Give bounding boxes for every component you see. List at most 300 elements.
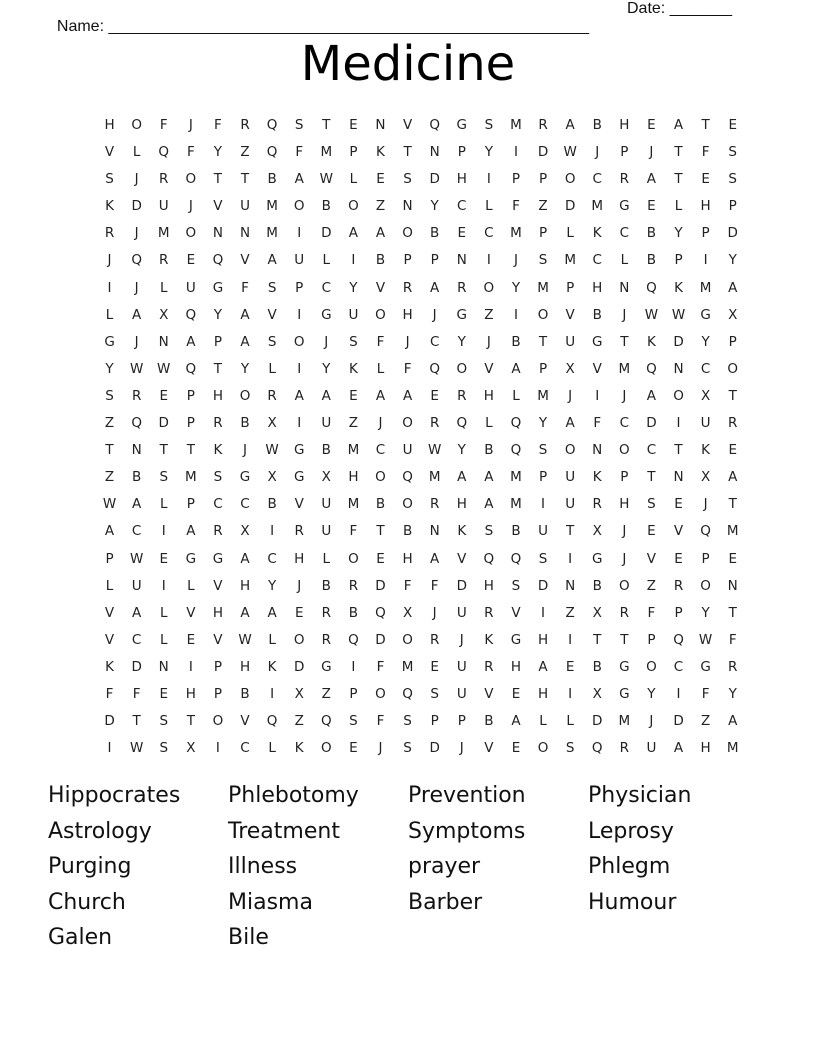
grid-letter: B: [484, 442, 494, 459]
grid-letter: O: [402, 415, 413, 432]
grid-row: [96, 116, 746, 143]
grid-row: [96, 143, 746, 170]
grid-letter: R: [321, 631, 331, 648]
grid-letter: A: [132, 496, 142, 513]
grid-letter: O: [293, 631, 305, 648]
grid-letter: U: [131, 577, 142, 594]
grid-letter: B: [592, 577, 602, 594]
grid-row: [96, 577, 746, 604]
grid-letter: C: [321, 279, 332, 296]
grid-letter: A: [186, 523, 196, 540]
grid-letter: A: [511, 360, 521, 377]
grid-letter: D: [727, 225, 738, 242]
grid-letter: Q: [483, 550, 495, 567]
grid-letter: Q: [131, 415, 142, 432]
grid-letter: Y: [267, 577, 277, 594]
grid-letter: Z: [294, 713, 304, 730]
grid-letter: V: [104, 604, 115, 621]
grid-letter: D: [537, 144, 549, 161]
grid-letter: L: [322, 252, 331, 269]
grid-letter: G: [321, 306, 332, 323]
grid-letter: T: [566, 523, 575, 540]
grid-letter: R: [159, 171, 169, 188]
grid-letter: S: [105, 171, 114, 188]
grid-letter: S: [538, 252, 548, 269]
word-list-item: Phlebotomy: [228, 783, 359, 808]
grid-letter: C: [619, 225, 630, 242]
grid-letter: M: [510, 496, 522, 513]
grid-letter: F: [186, 144, 195, 161]
grid-letter: L: [105, 577, 114, 594]
grid-letter: Z: [484, 306, 494, 323]
grid-letter: Q: [646, 279, 657, 296]
grid-letter: E: [376, 550, 385, 567]
grid-letter: G: [185, 550, 197, 567]
grid-letter: H: [185, 685, 196, 702]
grid-letter: F: [701, 685, 710, 702]
grid-letter: E: [647, 117, 656, 133]
grid-letter: H: [104, 117, 115, 133]
grid-letter: J: [649, 713, 654, 730]
grid-letter: I: [297, 225, 302, 242]
grid-letter: G: [619, 198, 630, 215]
grid-letter: U: [240, 198, 250, 215]
grid-letter: S: [511, 577, 521, 594]
grid-letter: S: [267, 279, 277, 296]
grid-letter: P: [566, 279, 575, 296]
grid-row: [96, 658, 746, 685]
grid-letter: Y: [240, 360, 250, 377]
grid-letter: K: [646, 333, 656, 350]
grid-letter: E: [349, 117, 358, 133]
grid-letter: U: [456, 658, 467, 675]
grid-letter: M: [266, 198, 278, 215]
grid-letter: I: [351, 658, 356, 675]
grid-letter: E: [647, 198, 656, 215]
grid-letter: V: [240, 713, 250, 730]
grid-letter: U: [646, 740, 657, 757]
grid-letter: I: [703, 252, 708, 269]
grid-letter: R: [592, 496, 602, 513]
grid-letter: H: [402, 550, 413, 567]
grid-letter: Z: [375, 198, 386, 215]
grid-letter: J: [378, 415, 383, 432]
grid-letter: M: [347, 496, 360, 513]
grid-letter: S: [159, 469, 169, 486]
grid-letter: O: [402, 496, 413, 513]
grid-letter: W: [644, 306, 659, 323]
grid-letter: R: [213, 415, 223, 432]
grid-letter: G: [293, 469, 305, 486]
grid-letter: E: [674, 550, 683, 567]
grid-letter: E: [159, 550, 168, 567]
grid-letter: V: [673, 523, 684, 540]
word-list-item: prayer: [408, 854, 481, 879]
grid-letter: P: [457, 713, 466, 730]
grid-letter: Z: [348, 415, 359, 432]
grid-letter: N: [619, 279, 630, 296]
grid-letter: O: [537, 740, 549, 757]
grid-letter: H: [456, 171, 467, 188]
grid-letter: L: [105, 306, 114, 323]
grid-letter: J: [649, 144, 654, 161]
grid-letter: U: [565, 333, 576, 350]
grid-letter: G: [456, 306, 467, 323]
grid-letter: E: [430, 658, 439, 675]
grid-letter: U: [158, 198, 169, 215]
grid-letter: I: [270, 685, 275, 702]
grid-letter: J: [568, 387, 573, 404]
grid-letter: I: [107, 279, 112, 296]
grid-letter: S: [159, 713, 169, 730]
grid-letter: H: [483, 577, 494, 594]
grid-letter: P: [538, 469, 548, 486]
grid-letter: I: [541, 604, 546, 621]
grid-letter: A: [511, 713, 521, 730]
grid-row: [96, 279, 746, 306]
grid-letter: T: [376, 523, 385, 540]
grid-letter: S: [647, 496, 656, 513]
grid-letter: L: [187, 577, 195, 594]
grid-letter: B: [132, 469, 142, 486]
grid-row: [96, 197, 746, 224]
grid-letter: S: [105, 387, 114, 404]
grid-letter: Y: [213, 144, 223, 161]
grid-letter: W: [427, 442, 442, 459]
grid-letter: Q: [266, 144, 278, 161]
grid-letter: X: [592, 604, 602, 621]
grid-letter: V: [511, 604, 521, 621]
grid-letter: Z: [646, 577, 657, 594]
grid-letter: O: [212, 713, 224, 730]
grid-letter: A: [728, 279, 738, 296]
grid-letter: S: [213, 469, 223, 486]
grid-letter: O: [185, 225, 197, 242]
word-list-item: Barber: [408, 889, 483, 915]
grid-letter: C: [646, 442, 657, 459]
grid-letter: B: [321, 198, 331, 215]
grid-letter: D: [537, 577, 549, 594]
grid-letter: A: [728, 469, 738, 486]
grid-letter: H: [592, 279, 603, 296]
grid-letter: F: [159, 117, 168, 133]
grid-letter: S: [484, 523, 494, 540]
grid-letter: A: [728, 713, 738, 730]
grid-letter: F: [403, 360, 412, 377]
grid-letter: P: [213, 685, 222, 702]
grid-letter: Z: [240, 144, 250, 161]
grid-letter: N: [592, 442, 603, 459]
grid-letter: L: [268, 631, 276, 648]
grid-letter: U: [456, 604, 467, 621]
grid-letter: A: [132, 306, 142, 323]
grid-letter: O: [402, 225, 413, 242]
grid-letter: Q: [266, 713, 278, 730]
grid-letter: S: [159, 740, 169, 757]
grid-letter: G: [619, 658, 630, 675]
word-list-item: Prevention: [408, 783, 526, 808]
grid-letter: Y: [647, 685, 656, 702]
grid-letter: L: [159, 496, 168, 513]
grid-letter: W: [129, 740, 144, 757]
grid-letter: T: [674, 144, 683, 161]
grid-letter: F: [647, 604, 656, 621]
grid-letter: A: [240, 604, 250, 621]
grid-letter: D: [456, 577, 467, 594]
grid-letter: T: [105, 442, 114, 459]
grid-letter: A: [321, 387, 331, 404]
grid-letter: T: [620, 333, 629, 350]
grid-letter: K: [105, 198, 114, 215]
grid-letter: V: [484, 740, 494, 757]
grid-letter: U: [456, 685, 467, 702]
grid-letter: C: [592, 171, 602, 188]
grid-letter: V: [484, 685, 494, 702]
grid-letter: P: [457, 144, 466, 161]
grid-letter: Q: [429, 117, 440, 133]
grid-letter: I: [107, 740, 112, 757]
grid-letter: G: [104, 333, 115, 350]
grid-letter: K: [484, 631, 494, 648]
grid-letter: F: [376, 658, 385, 675]
grid-letter: V: [267, 306, 277, 323]
grid-letter: T: [213, 360, 223, 377]
grid-letter: A: [646, 171, 657, 188]
grid-row: [96, 739, 746, 766]
grid-letter: F: [376, 713, 385, 730]
grid-letter: T: [728, 604, 737, 621]
grid-letter: D: [429, 740, 440, 757]
grid-letter: M: [537, 387, 549, 404]
grid-letter: B: [375, 496, 386, 513]
grid-letter: I: [161, 577, 166, 594]
date-field-label: Date: _______: [627, 0, 732, 17]
grid-letter: I: [297, 306, 302, 323]
word-list-item: Galen: [48, 925, 113, 950]
grid-letter: T: [403, 144, 412, 161]
grid-letter: H: [700, 198, 711, 215]
grid-letter: R: [673, 577, 684, 594]
grid-letter: H: [700, 740, 711, 757]
grid-letter: K: [592, 225, 602, 242]
grid-letter: X: [592, 685, 602, 702]
grid-letter: O: [375, 685, 386, 702]
grid-letter: F: [376, 333, 385, 350]
grid-letter: C: [375, 442, 386, 459]
grid-letter: Q: [510, 442, 522, 459]
grid-letter: L: [539, 713, 547, 730]
grid-letter: X: [267, 469, 277, 486]
grid-letter: J: [188, 198, 193, 215]
grid-letter: O: [293, 198, 305, 215]
grid-letter: P: [620, 469, 629, 486]
grid-letter: B: [646, 252, 657, 269]
grid-letter: B: [592, 306, 602, 323]
grid-letter: K: [105, 658, 114, 675]
grid-letter: X: [186, 740, 196, 757]
word-list-item: Treatment: [228, 818, 340, 844]
grid-letter: M: [564, 252, 576, 269]
grid-letter: S: [403, 171, 412, 188]
grid-letter: U: [321, 415, 332, 432]
grid-letter: O: [483, 279, 495, 296]
grid-letter: X: [267, 415, 277, 432]
grid-letter: B: [592, 658, 602, 675]
grid-letter: V: [186, 604, 196, 621]
grid-letter: D: [375, 577, 386, 594]
grid-letter: E: [376, 171, 385, 188]
grid-letter: S: [349, 333, 358, 350]
grid-letter: V: [213, 577, 223, 594]
grid-letter: A: [104, 523, 115, 540]
grid-letter: R: [104, 225, 115, 242]
grid-letter: X: [700, 387, 711, 404]
grid-letter: I: [161, 523, 166, 540]
word-list: [48, 780, 768, 958]
word-list-item: Miasma: [228, 889, 313, 915]
grid-letter: X: [402, 604, 413, 621]
grid-letter: P: [349, 685, 358, 702]
grid-letter: G: [592, 333, 603, 350]
grid-letter: Y: [728, 685, 737, 702]
grid-letter: J: [486, 333, 491, 350]
grid-letter: A: [348, 225, 359, 242]
grid-letter: X: [240, 523, 250, 540]
grid-letter: C: [131, 523, 142, 540]
grid-letter: M: [157, 225, 170, 242]
grid-letter: F: [214, 117, 222, 133]
grid-letter: S: [403, 740, 412, 757]
grid-letter: A: [646, 387, 657, 404]
grid-letter: L: [674, 198, 683, 215]
grid-letter: S: [565, 740, 575, 757]
grid-letter: E: [159, 387, 168, 404]
grid-letter: B: [267, 171, 277, 188]
grid-letter: B: [321, 577, 331, 594]
grid-letter: Q: [266, 117, 278, 133]
grid-letter: Y: [484, 144, 493, 161]
grid-letter: P: [538, 171, 548, 188]
grid-letter: L: [268, 360, 276, 377]
grid-letter: P: [213, 333, 222, 350]
grid-letter: Z: [104, 415, 115, 432]
grid-letter: M: [510, 117, 522, 133]
grid-letter: A: [240, 306, 250, 323]
grid-letter: G: [456, 117, 467, 133]
grid-letter: A: [132, 604, 142, 621]
grid-letter: R: [457, 387, 467, 404]
grid-letter: S: [538, 550, 548, 567]
grid-letter: Q: [700, 523, 711, 540]
grid-letter: W: [238, 631, 252, 648]
grid-row: [96, 712, 746, 739]
grid-letter: C: [457, 198, 467, 215]
grid-letter: D: [429, 171, 440, 188]
grid-letter: H: [537, 685, 549, 702]
grid-letter: J: [622, 306, 627, 323]
grid-letter: U: [700, 415, 711, 432]
grid-letter: M: [537, 279, 549, 296]
grid-letter: E: [728, 117, 737, 133]
grid-letter: R: [619, 740, 630, 757]
grid-letter: L: [485, 198, 493, 215]
grid-letter: T: [674, 171, 683, 188]
word-search-grid: [96, 116, 746, 766]
grid-letter: Q: [185, 306, 197, 323]
grid-letter: H: [239, 658, 251, 675]
grid-letter: W: [157, 360, 171, 377]
grid-letter: I: [270, 523, 275, 540]
grid-letter: V: [240, 252, 250, 269]
grid-letter: D: [158, 415, 169, 432]
grid-letter: A: [240, 550, 250, 567]
grid-letter: C: [673, 658, 684, 675]
grid-letter: J: [459, 740, 464, 757]
grid-letter: K: [376, 144, 385, 161]
grid-letter: J: [243, 442, 247, 459]
grid-letter: N: [375, 117, 386, 133]
grid-letter: X: [700, 469, 711, 486]
grid-letter: L: [566, 225, 574, 242]
grid-letter: O: [727, 360, 739, 377]
grid-letter: B: [511, 333, 521, 350]
grid-letter: Q: [348, 631, 359, 648]
grid-letter: A: [402, 387, 413, 404]
grid-letter: K: [457, 523, 467, 540]
grid-letter: I: [513, 306, 518, 323]
grid-letter: J: [134, 333, 139, 350]
grid-letter: K: [701, 442, 711, 459]
grid-letter: E: [511, 685, 521, 702]
grid-letter: Q: [375, 604, 386, 621]
word-list-item: Church: [48, 889, 126, 915]
grid-letter: W: [563, 144, 577, 161]
grid-letter: U: [294, 252, 305, 269]
grid-letter: R: [213, 523, 223, 540]
grid-row: [96, 333, 746, 360]
grid-letter: C: [429, 333, 440, 350]
grid-letter: R: [484, 658, 494, 675]
grid-letter: J: [622, 550, 627, 567]
grid-letter: I: [486, 171, 491, 188]
grid-letter: J: [134, 171, 139, 188]
grid-letter: W: [129, 360, 144, 377]
grid-letter: U: [321, 496, 332, 513]
grid-letter: W: [319, 171, 333, 188]
grid-letter: Y: [213, 306, 223, 323]
grid-letter: J: [297, 577, 302, 594]
grid-letter: L: [566, 713, 574, 730]
grid-letter: L: [268, 740, 276, 757]
grid-letter: E: [186, 631, 196, 648]
grid-letter: P: [701, 225, 710, 242]
grid-letter: S: [349, 713, 358, 730]
grid-letter: C: [619, 415, 630, 432]
grid-letter: H: [537, 631, 549, 648]
grid-letter: E: [728, 442, 737, 459]
grid-letter: C: [700, 360, 711, 377]
grid-letter: B: [348, 604, 359, 621]
grid-letter: A: [294, 387, 304, 404]
grid-letter: P: [538, 360, 548, 377]
grid-letter: R: [619, 171, 630, 188]
grid-letter: G: [700, 306, 711, 323]
grid-letter: G: [321, 658, 332, 675]
grid-letter: A: [430, 550, 440, 567]
grid-letter: A: [457, 469, 467, 486]
grid-letter: E: [701, 171, 710, 188]
grid-letter: O: [375, 306, 386, 323]
